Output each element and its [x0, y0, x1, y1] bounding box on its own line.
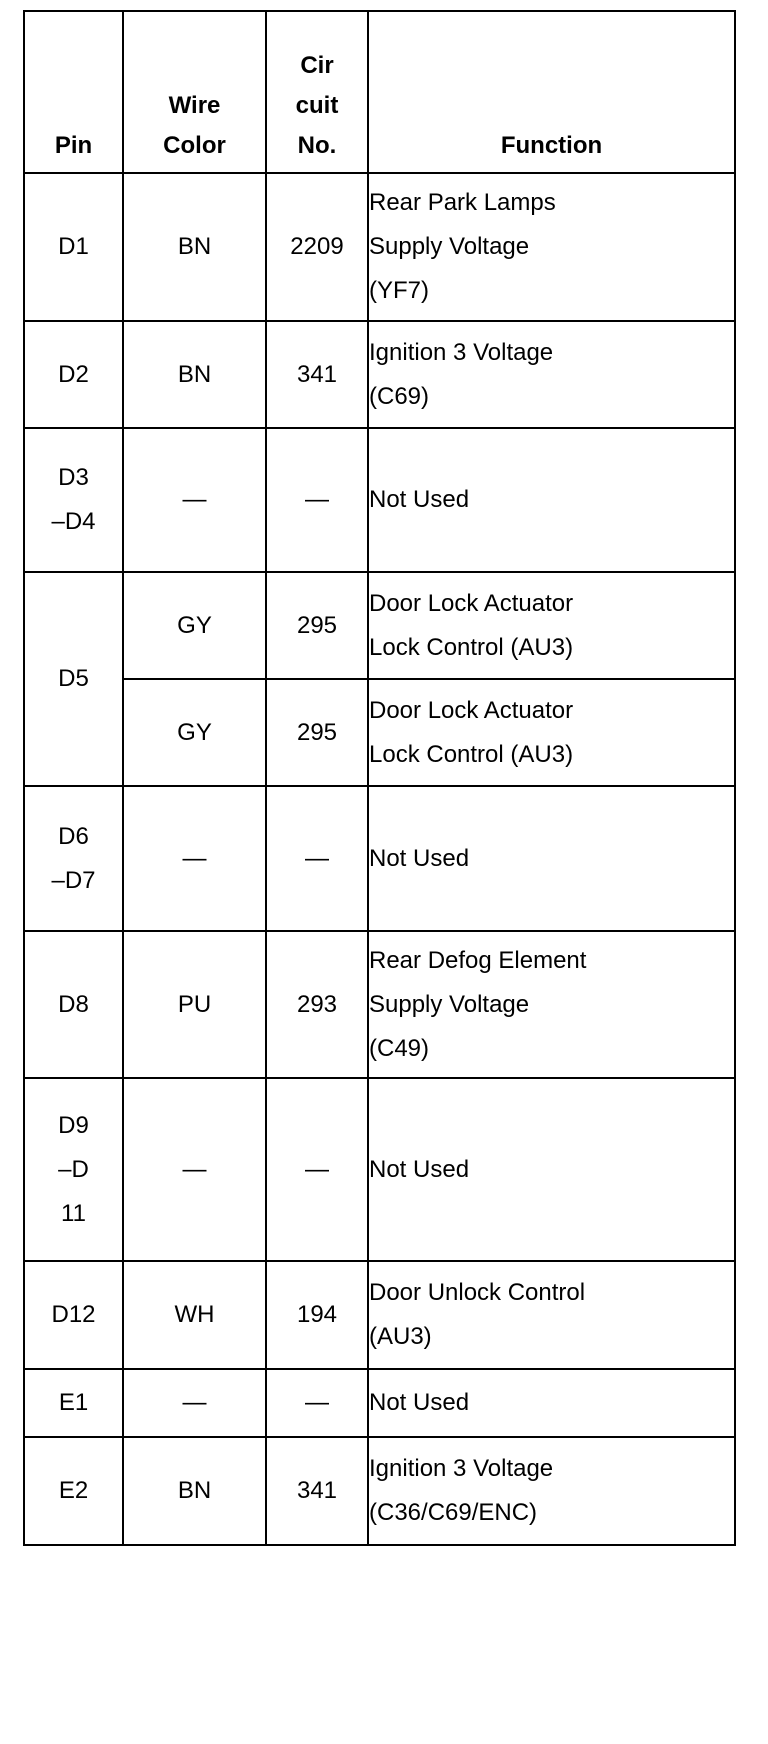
circuit-cell: 293: [266, 931, 368, 1078]
header-wire-color-line: Wire: [168, 92, 221, 119]
circuit-cell: 341: [266, 1437, 368, 1545]
table-row: [24, 786, 735, 931]
pin-cell: D12: [24, 1261, 123, 1369]
wire-color-cell: —: [123, 1369, 266, 1437]
table-row: [24, 1078, 735, 1261]
function-cell: Door Lock Actuator Lock Control (AU3): [368, 679, 735, 786]
function-cell: Ignition 3 Voltage (C36/C69/ENC): [368, 1437, 735, 1545]
header-pin-label: Pin: [54, 132, 93, 159]
circuit-cell: —: [266, 786, 368, 931]
pin-cell: E2: [24, 1437, 123, 1545]
wire-color-cell: BN: [123, 1437, 266, 1545]
wire-color-cell: WH: [123, 1261, 266, 1369]
function-cell: Rear Park Lamps Supply Voltage (YF7): [368, 173, 735, 321]
pin-cell: D6 –D7: [24, 786, 123, 931]
header-circuit-no: [266, 11, 368, 173]
function-cell: Door Unlock Control (AU3): [368, 1261, 735, 1369]
wire-color-cell: PU: [123, 931, 266, 1078]
connector-pinout-table: [23, 10, 736, 1546]
header-circuit-line: Cir: [300, 52, 334, 79]
header-row: [24, 11, 735, 173]
table-row: [24, 931, 735, 1078]
wire-color-cell: —: [123, 786, 266, 931]
function-cell: Not Used: [368, 1369, 735, 1437]
circuit-cell: 295: [266, 679, 368, 786]
circuit-cell: —: [266, 1369, 368, 1437]
wire-color-cell: BN: [123, 173, 266, 321]
function-cell: Not Used: [368, 786, 735, 931]
table-row: [24, 679, 735, 786]
table-row: [24, 173, 735, 321]
function-cell: Not Used: [368, 1078, 735, 1261]
pin-cell: D5: [24, 572, 123, 786]
function-cell: Ignition 3 Voltage (C69): [368, 321, 735, 428]
header-circuit-line: No.: [297, 132, 337, 159]
circuit-cell: —: [266, 1078, 368, 1261]
pin-cell: E1: [24, 1369, 123, 1437]
table-row: [24, 428, 735, 572]
wire-color-cell: GY: [123, 679, 266, 786]
circuit-cell: —: [266, 428, 368, 572]
circuit-cell: 295: [266, 572, 368, 679]
circuit-cell: 194: [266, 1261, 368, 1369]
circuit-cell: 341: [266, 321, 368, 428]
table-row: [24, 572, 735, 679]
function-cell: Rear Defog Element Supply Voltage (C49): [368, 931, 735, 1078]
function-cell: Door Lock Actuator Lock Control (AU3): [368, 572, 735, 679]
wire-color-cell: —: [123, 428, 266, 572]
header-wire-color: [123, 11, 266, 173]
pin-cell: D9 –D 11: [24, 1078, 123, 1261]
wire-color-cell: GY: [123, 572, 266, 679]
header-function-label: Function: [500, 132, 603, 159]
header-pin: [24, 11, 123, 173]
table-row: [24, 1261, 735, 1369]
pin-cell: D3 –D4: [24, 428, 123, 572]
header-function: [368, 11, 735, 173]
pin-cell: D8: [24, 931, 123, 1078]
table-row: [24, 1369, 735, 1437]
wire-color-cell: BN: [123, 321, 266, 428]
header-circuit-line: cuit: [295, 92, 339, 119]
function-cell: Not Used: [368, 428, 735, 572]
circuit-cell: 2209: [266, 173, 368, 321]
pin-cell: D2: [24, 321, 123, 428]
wire-color-cell: —: [123, 1078, 266, 1261]
table-row: [24, 1437, 735, 1545]
pin-cell: D1: [24, 173, 123, 321]
header-wire-color-line: Color: [163, 132, 226, 159]
table-row: [24, 321, 735, 428]
